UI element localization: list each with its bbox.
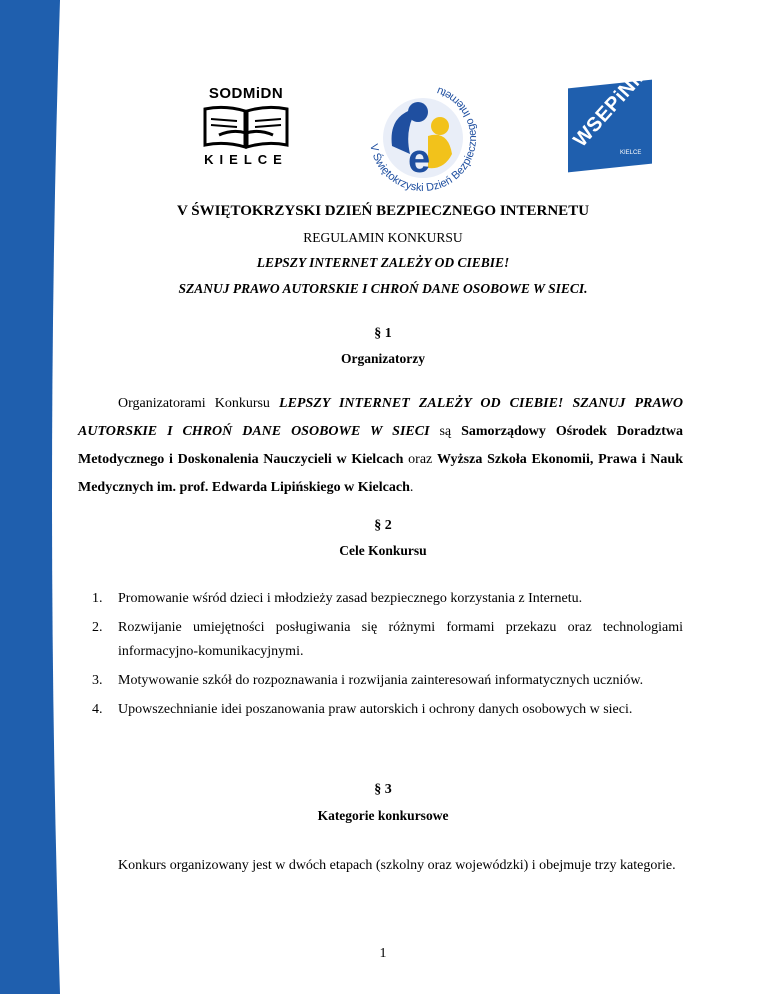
list-item-number: 4. (92, 702, 103, 717)
document-page (78, 0, 683, 994)
list-item-text: Upowszechnianie idei poszanowania praw autorskich i ochrony danych osobowych w sieci. (118, 702, 633, 717)
contest-motto-line1: LEPSZY INTERNET ZALEŻY OD CIEBIE! (256, 255, 510, 270)
sodmidn-city-text: KIELCE (204, 152, 288, 167)
section2-sign: § 2 (374, 518, 392, 533)
section1-sign: § 1 (374, 326, 392, 341)
list-item-text: Promowanie wśród dzieci i młodzieży zasad bezpiecznego korzystania z Internetu. (118, 591, 583, 606)
document-title: V ŚWIĘTOKRZYSKI DZIEŃ BEZPIECZNEGO INTERNETU (176, 203, 590, 219)
section2-title: Cele Konkursu (339, 543, 427, 558)
section3-paragraph (78, 852, 683, 880)
list-item (78, 669, 683, 693)
sodmidn-logo (196, 85, 296, 169)
section3-title: Kategorie konkursowe (317, 808, 449, 823)
contest-motto-line2: SZANUJ PRAWO AUTORSKIE I CHROŃ DANE OSOBOWE W SIECI. (178, 281, 588, 296)
list-item-number: 1. (92, 591, 103, 606)
band-curve (0, 0, 66, 994)
section1-paragraph (78, 390, 683, 502)
section1-text-e: oraz (403, 452, 437, 467)
logo-ring-text: V Świętokrzyski Dzień Bezpiecznego Internetu (367, 84, 480, 195)
goals-list (78, 587, 683, 727)
list-item (78, 616, 683, 664)
section3-text: Konkurs organizowany jest w dwóch etapach (szkolny oraz wojewódzki) i obejmuje trzy kategorie. (118, 858, 676, 873)
section1-organizer1: Samorządowy Ośrodek Doradztwa Metodycznego i Doskonalenia Nauczycieli w Kielcach (78, 424, 683, 467)
list-item (78, 587, 683, 611)
section1-text-c: są (429, 424, 462, 439)
list-item-text: Rozwijanie umiejętności posługiwania się różnymi formami przekazu oraz technologiami informacyjno-komunikacyjnymi. (118, 620, 683, 659)
wsepinm-logo-text: WSEPiNM (569, 62, 652, 152)
sodmidn-logo-text: SODMiDN (208, 85, 284, 102)
page-number: 1 (379, 946, 387, 961)
section1-organizer2: Wyższa Szkoła Ekonomii, Prawa i Nauk Medycznych im. prof. Edwarda Lipińskiego w Kielcach (78, 452, 683, 495)
side-decoration-band (0, 0, 66, 994)
document-subtitle: REGULAMIN KONKURSU (303, 230, 463, 245)
section1-contest-name: LEPSZY INTERNET ZALEŻY OD CIEBIE! SZANUJ PRAWO AUTORSKIE I CHROŃ DANE OSOBOWE W SIECI (78, 396, 683, 439)
list-item-text: Motywowanie szkół do rozpoznawania i rozwijania zainteresowań informatycznych uczniów. (118, 673, 644, 688)
wsepinm-city-text: KIELCE (620, 150, 642, 156)
section3-sign: § 3 (374, 782, 392, 797)
wsepinm-logo (556, 58, 662, 168)
section1-text-a: Organizatorami Konkursu (118, 396, 280, 411)
list-item (78, 698, 683, 722)
open-book-hands-icon (201, 103, 291, 151)
section1-text-g: . (409, 480, 414, 495)
svg-text:e: e (408, 137, 431, 181)
list-item-number: 2. (92, 620, 103, 635)
section1-title: Organizatorzy (341, 351, 425, 366)
list-item-number: 3. (92, 673, 103, 688)
safer-internet-day-logo (348, 68, 498, 208)
